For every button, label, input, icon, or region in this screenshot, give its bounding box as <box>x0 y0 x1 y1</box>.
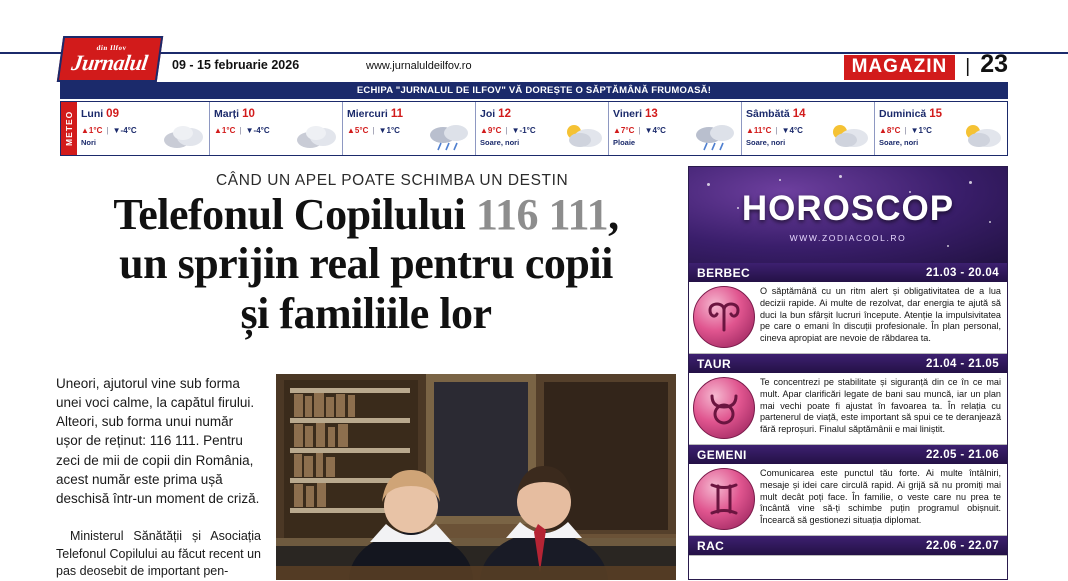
sign-body <box>689 464 1007 535</box>
day-description: Nori <box>81 138 96 147</box>
day-number: 10 <box>242 108 255 120</box>
temp-max: ▲5°C <box>347 126 369 135</box>
day-number: 14 <box>792 108 806 120</box>
article-photo <box>276 374 676 580</box>
temp-max: ▲9°C <box>480 126 502 135</box>
star-icon <box>947 245 949 247</box>
star-icon <box>707 183 710 186</box>
temp-min: ▼1°C <box>378 126 400 135</box>
weather-day <box>77 102 210 155</box>
sign-dates: 21.04 - 21.05 <box>926 357 999 370</box>
star-icon <box>839 175 842 178</box>
section-label: MAGAZIN <box>844 55 956 80</box>
day-name: Luni <box>81 108 104 120</box>
sign-name: TAUR <box>697 356 732 371</box>
temp-divider: | <box>904 126 907 135</box>
section-and-page <box>844 50 1008 80</box>
sun-cloud-icon <box>826 121 872 151</box>
star-icon <box>969 181 972 184</box>
sign-dates: 22.05 - 21.06 <box>926 448 999 461</box>
rain-icon <box>693 121 739 151</box>
temp-divider: | <box>775 126 778 135</box>
temp-divider: | <box>638 126 641 135</box>
page-number: 23 <box>980 50 1008 78</box>
day-name: Sâmbătă <box>746 108 790 120</box>
article-kicker: CÂND UN APEL POATE SCHIMBA UN DESTIN <box>216 172 569 189</box>
sign-body <box>689 373 1007 444</box>
temp-max: ▲7°C <box>613 126 635 135</box>
issue-date: 09 - 15 februarie 2026 <box>172 58 300 72</box>
logo-title: Jurnalul <box>70 49 150 75</box>
sign-header <box>689 445 1007 464</box>
sign-text: Te concentrezi pe stabilitate și siguranță din ce în ce mai mult. Apar clarificări legate de bani sau muncă, iar un plan mai vechi poate fi ajustat în favoarea ta. În relația cu partenerul de viață, este important să spui ce te deranjează fără reproșuri. Finalul săptămânii e mai liniștit. <box>760 377 1001 435</box>
sign-dates: 21.03 - 20.04 <box>926 266 999 279</box>
sign-text: Comunicarea este punctul tău forte. Ai multe întâlniri, mesaje și idei care circulă rapid. Ai grijă să nu promiți mai mult decât poți face. În familie, o veste care nu prea te încântă vine să-ți schimbe puțin programul obișnuit. Încearcă să gestionezi situația diplomat. <box>760 468 1001 526</box>
horoscope-url[interactable]: WWW.ZODIACOOL.RO <box>789 233 907 243</box>
temp-divider: | <box>106 126 109 135</box>
taurus-icon <box>693 377 755 439</box>
temp-min: ▼-4°C <box>245 126 270 135</box>
greeting-banner: ECHIPA "JURNALUL DE ILFOV" VĂ DOREȘTE O SĂPTĂMÂNĂ FRUMOASĂ! <box>60 82 1008 99</box>
article-lede: Uneori, ajutorul vine sub forma unei voci calme, la capătul firului. Alteori, sub forma unui număr ușor de reținut: 116 111. Pentru zeci de mii de copii din România, acest număr este prima ușă deschisă într-un moment de criză. <box>56 376 260 506</box>
horoscope-sign <box>689 354 1007 445</box>
horoscope-sign <box>689 263 1007 354</box>
day-description: Soare, nori <box>480 138 520 147</box>
sign-name: BERBEC <box>697 265 751 280</box>
sun-cloud-icon <box>959 121 1005 151</box>
day-name: Marți <box>214 108 240 120</box>
headline-comma: , <box>608 190 619 239</box>
weather-day <box>343 102 476 155</box>
weather-strip <box>60 101 1008 156</box>
day-description: Soare, nori <box>746 138 786 147</box>
website-url: www.jurnaluldeilfov.ro <box>366 60 472 72</box>
day-number: 11 <box>390 108 404 120</box>
page-title <box>56 190 676 338</box>
headline-line-1: Telefonul Copilului <box>113 190 476 239</box>
horoscope-sign <box>689 445 1007 536</box>
logo-subtitle: din Ilfov <box>96 43 128 52</box>
weather-day <box>476 102 609 155</box>
day-description: Ploaie <box>613 138 636 147</box>
sign-dates: 22.06 - 22.07 <box>926 539 999 552</box>
headline-line-2: un sprijin real pentru copii <box>119 239 613 289</box>
temp-divider: | <box>505 126 508 135</box>
rain-icon <box>427 121 473 151</box>
aries-icon <box>693 286 755 348</box>
temp-min: ▼1°C <box>910 126 932 135</box>
photo-illustration <box>276 374 676 580</box>
day-number: 12 <box>498 108 511 120</box>
cloud-icon <box>294 121 340 151</box>
temp-min: ▼4°C <box>781 126 803 135</box>
day-name: Joi <box>480 108 496 120</box>
sign-name: GEMENI <box>697 447 747 462</box>
temp-max: ▲8°C <box>879 126 901 135</box>
section-separator: | <box>965 56 971 77</box>
weather-day <box>875 102 1007 155</box>
day-name: Duminică <box>879 108 927 120</box>
day-number: 15 <box>929 108 943 120</box>
weather-day <box>609 102 742 155</box>
headline-line-3: și familiile lor <box>240 288 492 338</box>
gemini-icon <box>693 468 755 530</box>
sign-header <box>689 536 1007 555</box>
day-name: Miercuri <box>347 108 388 120</box>
horoscope-header <box>689 167 1007 263</box>
cloud-icon <box>161 121 207 151</box>
star-icon <box>779 179 781 181</box>
temp-max: ▲1°C <box>214 126 236 135</box>
sign-header <box>689 263 1007 282</box>
temp-divider: | <box>372 126 375 135</box>
sign-text: O săptămână cu un ritm alert și obligativitatea de a lua decizii rapide. Ai multe de rezolvat, dar energia te ajută să duci la bun sfârșit lucruri începute. Atenție la impulsivitatea pe care o emani în discuții profesionale. În plan personal, cineva apropiat are nevoie de răbdarea ta. <box>760 286 1001 344</box>
meteo-label: METEO <box>61 102 77 155</box>
day-name: Vineri <box>613 108 642 120</box>
temp-max: ▲1°C <box>81 126 103 135</box>
sign-body <box>689 282 1007 353</box>
temp-min: ▼-4°C <box>112 126 137 135</box>
temp-min: ▼-1°C <box>511 126 536 135</box>
weather-day <box>210 102 343 155</box>
temp-max: ▲11°C <box>746 126 772 135</box>
temp-divider: | <box>239 126 242 135</box>
sign-header <box>689 354 1007 373</box>
newspaper-logo <box>57 36 163 82</box>
day-description: Soare, nori <box>879 138 919 147</box>
day-number: 09 <box>106 108 119 120</box>
weather-day <box>742 102 875 155</box>
headline-phone-number: 116 111 <box>475 190 609 239</box>
horoscope-title: HOROSCOP <box>741 189 955 228</box>
temp-min: ▼4°C <box>644 126 666 135</box>
sun-cloud-icon <box>560 121 606 151</box>
horoscope-panel <box>688 166 1008 580</box>
day-number: 13 <box>645 108 658 120</box>
sign-name: RAC <box>697 538 725 553</box>
article-body: Ministerul Sănătății și Asociația Telefonul Copilului au făcut recent un pas deosebit de important pen- <box>56 529 261 578</box>
horoscope-sign <box>689 536 1007 556</box>
